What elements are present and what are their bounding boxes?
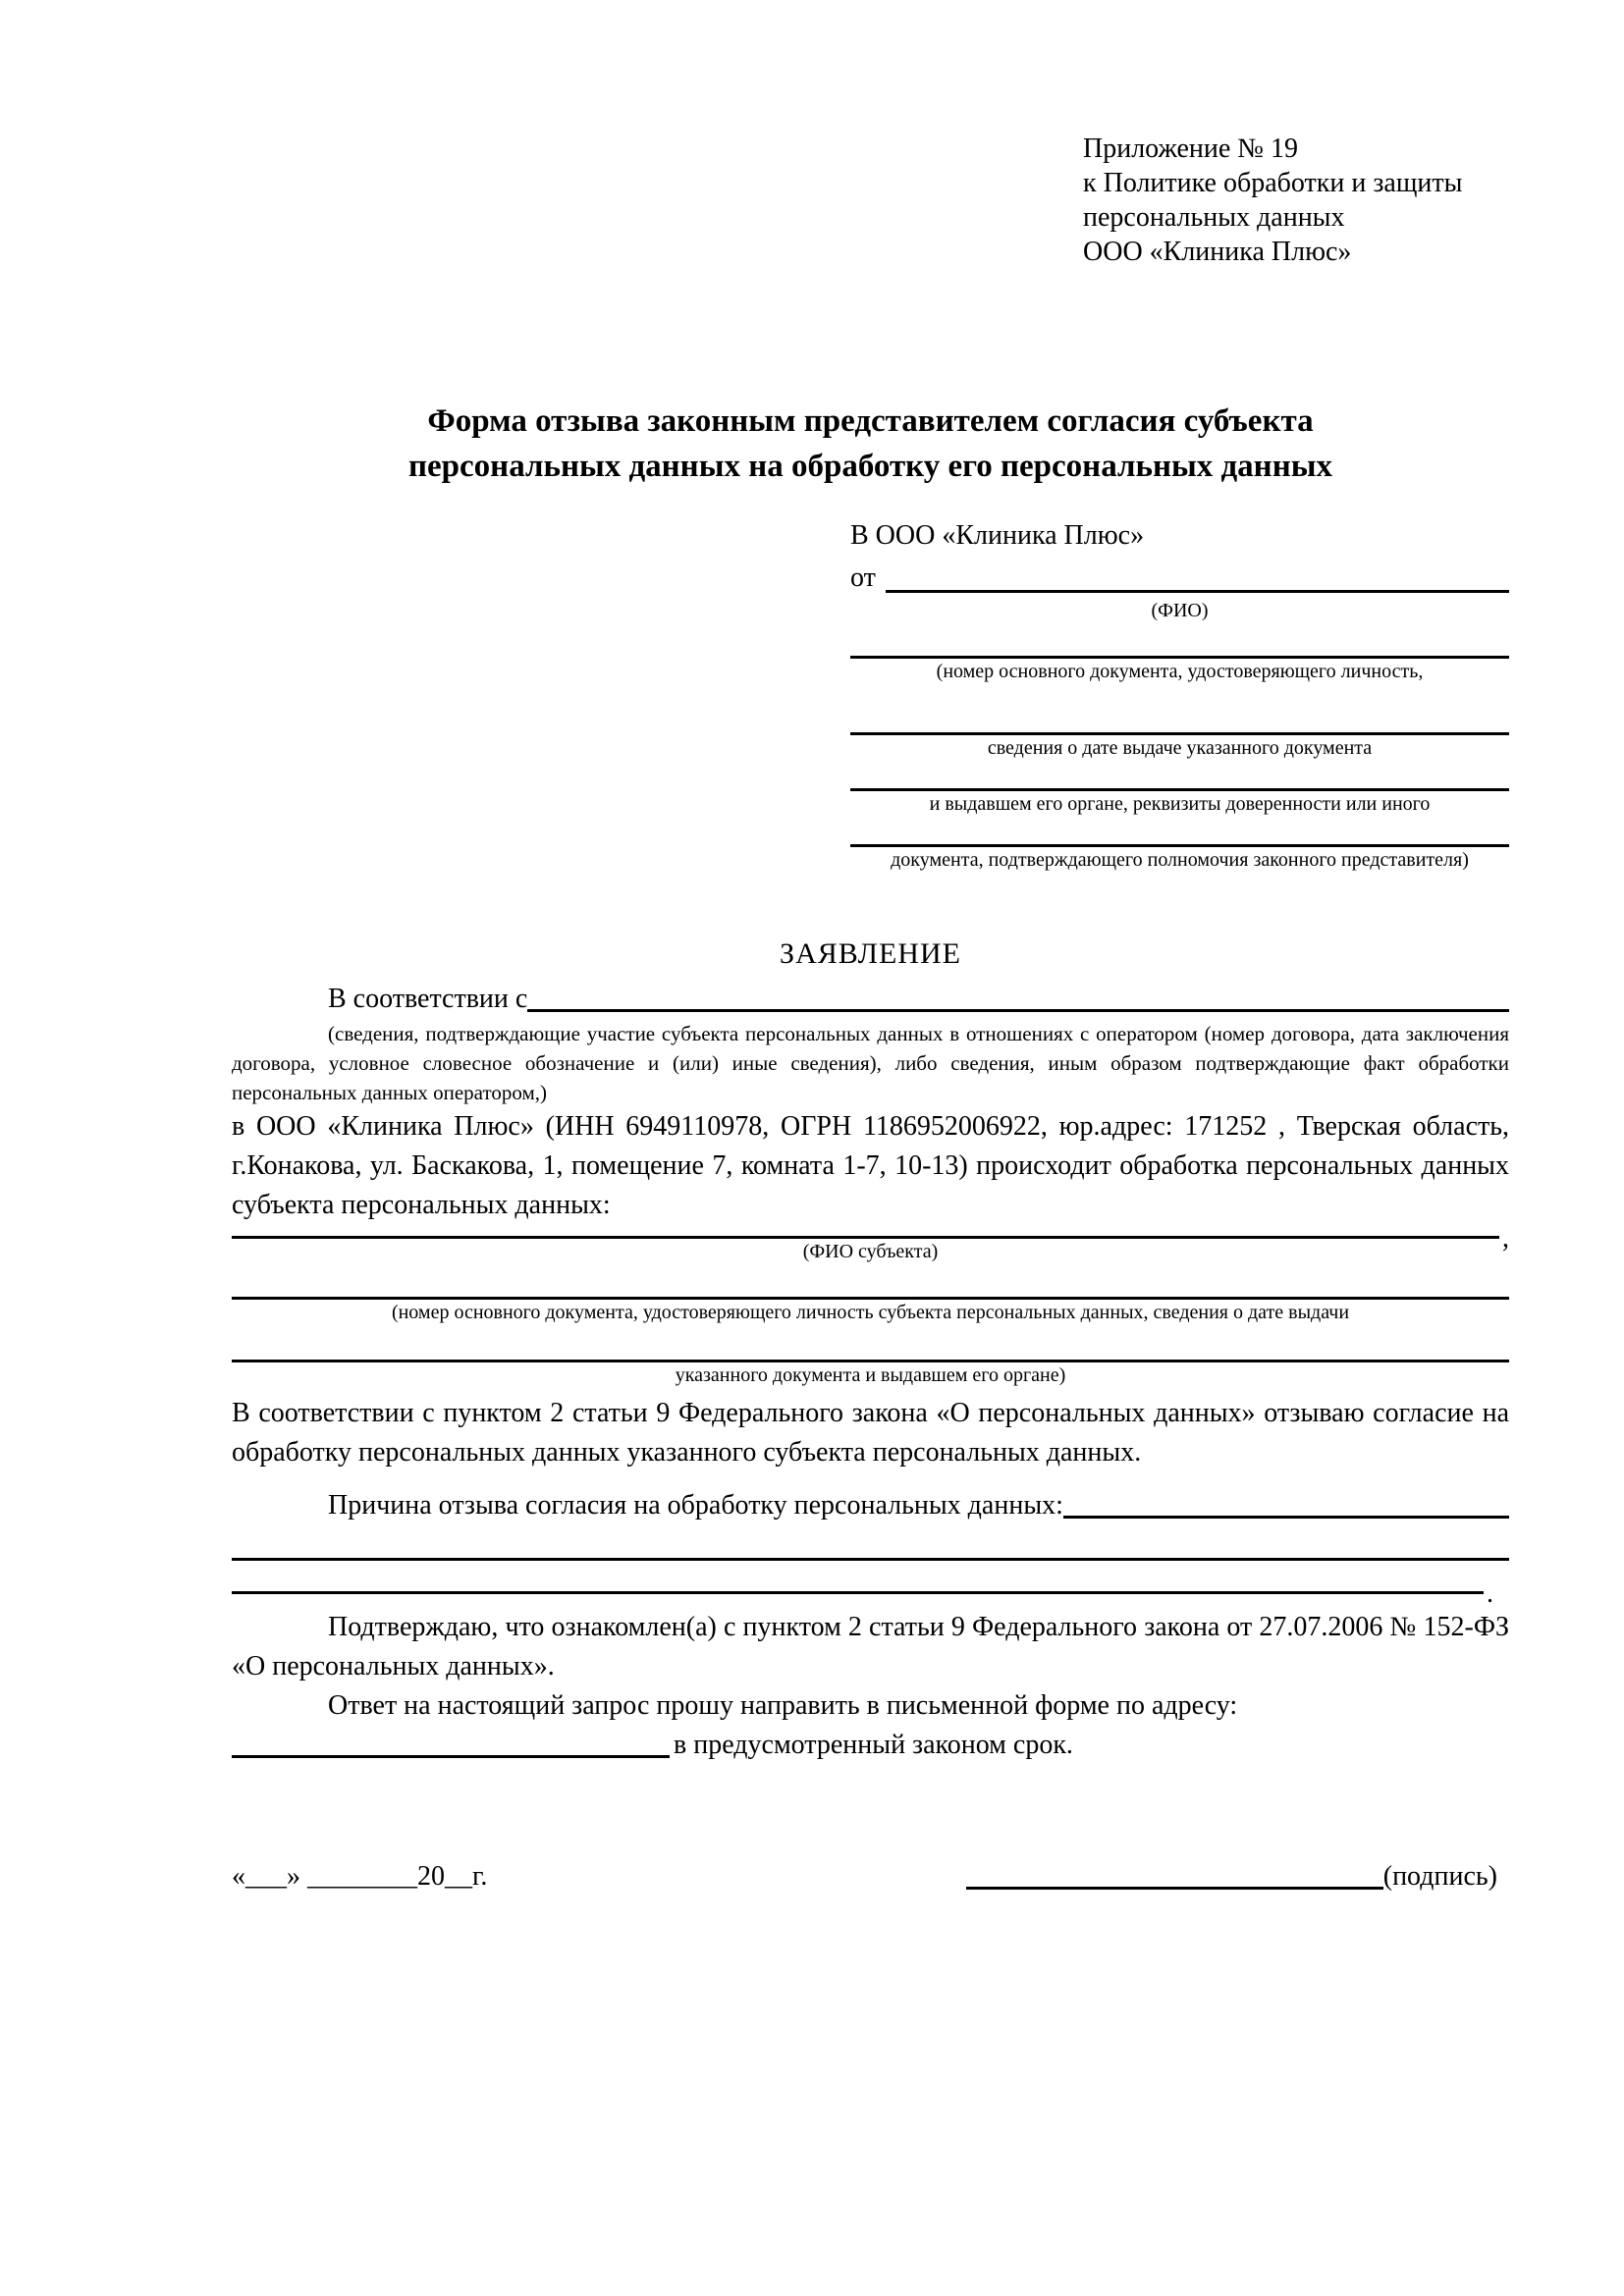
- from-label: от: [850, 562, 876, 593]
- representative-doc-number-blank-line: [850, 623, 1509, 659]
- withdraw-paragraph: В соответствии с пунктом 2 статьи 9 Федерального закона «О персональных данных» отзываю согласие на обработку персональных данных указанного субъекта персональных данных.: [232, 1398, 1509, 1468]
- fio-caption: (ФИО): [1151, 600, 1209, 621]
- addressee-from-row: [850, 560, 1509, 598]
- reply-paragraph: Ответ на настоящий запрос прошу направить в письменной форме по адресу:: [328, 1690, 1238, 1721]
- signature-line: [966, 1887, 1383, 1890]
- subject-doc-blank-line: [232, 1264, 1509, 1300]
- power-of-attorney-caption: документа, подтверждающего полномочия законного представителя): [891, 849, 1469, 871]
- appendix-company: ООО «Клиника Плюс»: [1083, 237, 1352, 267]
- appendix-policy-line: к Политике обработки и защиты: [1083, 168, 1463, 198]
- subject-fio-row: ,: [232, 1225, 1509, 1239]
- statement-body: [232, 934, 1509, 1765]
- doc-number-caption: (номер основного документа, удостоверяющего личность,: [936, 661, 1424, 682]
- basis-blank-line: [527, 1009, 1509, 1012]
- addressee-block: [850, 518, 1509, 873]
- basis-label: В соответствии с: [328, 984, 528, 1014]
- document-title-line-1: Форма отзыва законным представителем согласия субъекта: [427, 403, 1314, 439]
- reason-blank-line-2: [232, 1525, 1509, 1561]
- reason-label: Причина отзыва согласия на обработку персональных данных:: [328, 1490, 1063, 1521]
- basis-footnote: (сведения, подтверждающие участие субъекта персональных данных в отношениях с оператором (номер договора, дата заключения договора, условное словесное обозначение и (или) иные сведения), либо сведения, иным образом подтверждающие факт обработки персональных данных оператором,): [232, 1022, 1509, 1104]
- signature-block: [966, 1857, 1497, 1896]
- document-title-line-2: персональных данных на обработку его персональных данных: [408, 449, 1332, 484]
- document-title: [232, 399, 1509, 489]
- date-signature-row: [232, 1857, 1509, 1896]
- representative-doc-date-blank-line: [850, 684, 1509, 735]
- reply-tail-text: в предусмотренный законом срок.: [674, 1730, 1073, 1760]
- signature-caption: (подпись): [1382, 1861, 1497, 1892]
- statement-heading: ЗАЯВЛЕНИЕ: [780, 937, 961, 970]
- appendix-policy-line-2: персональных данных: [1083, 202, 1345, 233]
- appendix-number: Приложение № 19: [1083, 133, 1298, 164]
- power-of-attorney-blank-line: [850, 817, 1509, 847]
- date-line: «___» ________20__г.: [232, 1861, 488, 1892]
- appendix-header-block: [1083, 132, 1462, 269]
- operator-paragraph: в ООО «Клиника Плюс» (ИНН 6949110978, ОГРН 1186952006922, юр.адрес: 171252 , Тверская область, г.Конакова, ул. Баскакова, 1, помещение 7, комната 1-7, 10-13) происходит обработка персональных данных субъекта персональных данных:: [232, 1111, 1509, 1220]
- doc-date-caption: сведения о дате выдаче указанного документа: [987, 737, 1373, 759]
- reply-address-blank-line: [232, 1755, 670, 1758]
- reason-blank-row-3: .: [232, 1561, 1493, 1594]
- reply-address-row: [232, 1726, 1509, 1765]
- representative-fio-blank-line: [886, 590, 1509, 593]
- subject-doc-issuer-caption: указанного документа и выдавшем его органе): [675, 1364, 1066, 1386]
- addressee-to: В ООО «Клиника Плюс»: [850, 520, 1145, 551]
- subject-doc-issuer-blank-line: [232, 1325, 1509, 1362]
- subject-doc-caption: (номер основного документа, удостоверяющего личность субъекта персональных данных, сведения о дате выдачи: [391, 1302, 1350, 1323]
- representative-doc-issuer-blank-line: [850, 761, 1509, 791]
- reason-blank-line-1: [1063, 1516, 1509, 1519]
- basis-row: [232, 980, 1509, 1019]
- reason-row: [232, 1486, 1509, 1525]
- subject-fio-caption: (ФИО субъекта): [802, 1241, 939, 1262]
- reason-blank-line-3: [232, 1591, 1484, 1594]
- doc-issuer-caption: и выдавшем его органе, реквизиты доверенности или иного: [929, 793, 1431, 815]
- confirm-paragraph: Подтверждаю, что ознакомлен(а) с пунктом 2 статьи 9 Федерального закона от 27.07.2006 № 152-ФЗ «О персональных данных».: [232, 1612, 1509, 1682]
